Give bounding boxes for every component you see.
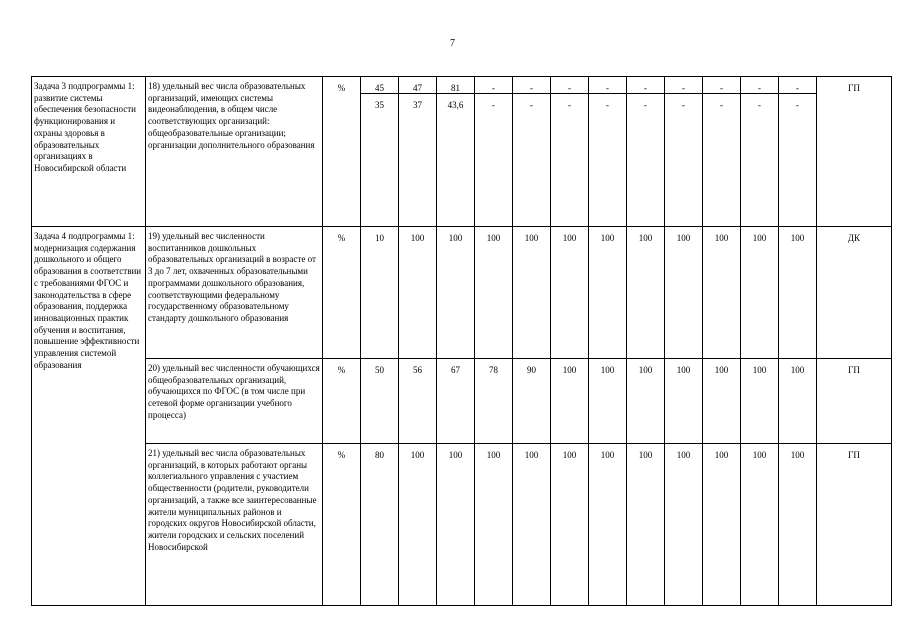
indicator-19: 19) удельный вес численности воспитанников дошкольных образовательных организаций в возрасте от 3 до 7 лет, охваченных образовательными программами дошкольного образования, соответствующими федеральному государственному образовательному стандарту дошкольного образования	[146, 227, 323, 359]
value-bottom: -	[606, 100, 609, 110]
unit-cell: %	[323, 227, 361, 359]
value-bottom: 37	[413, 100, 422, 110]
value-cell: 100	[551, 444, 589, 606]
value-cell	[665, 77, 703, 227]
value-cell: 100	[437, 444, 475, 606]
indicator-21: 21) удельный вес числа образовательных организаций, в которых работают органы коллегиального управления с участием общественности (родители, руководители организаций, а также все заинтересованные жители муниципальных районов и городских округов Новосибирской области, жители городских и сельских поселений Новосибирской	[146, 444, 323, 606]
value-cell: 100	[513, 444, 551, 606]
table-row-21	[32, 444, 892, 606]
value-cell: 67	[437, 359, 475, 444]
value-top: -	[551, 77, 588, 94]
value-cell: 100	[741, 227, 779, 359]
value-bottom: -	[796, 100, 799, 110]
value-cell: 100	[703, 359, 741, 444]
value-cell	[513, 77, 551, 227]
value-bottom: -	[682, 100, 685, 110]
value-cell: 100	[665, 227, 703, 359]
unit-cell: %	[323, 444, 361, 606]
value-bottom: -	[568, 100, 571, 110]
value-cell: 100	[703, 444, 741, 606]
page-number: 7	[450, 38, 455, 49]
indicator-20: 20) удельный вес численности обучающихся общеобразовательных организаций, обучающихся по ФГОС (в том числе при сетевой форме организации учебного процесса)	[146, 359, 323, 444]
value-cell: 100	[741, 359, 779, 444]
value-cell: 100	[779, 227, 817, 359]
value-top: -	[475, 77, 512, 94]
value-bottom: -	[720, 100, 723, 110]
value-bottom: -	[530, 100, 533, 110]
value-cell: 100	[513, 227, 551, 359]
value-cell: 100	[627, 359, 665, 444]
value-cell: 50	[361, 359, 399, 444]
value-bottom: 43,6	[447, 100, 464, 110]
table-row-18	[32, 77, 892, 227]
value-cell: 100	[399, 227, 437, 359]
value-top: -	[627, 77, 664, 94]
task-3-cell: Задача 3 подпрограммы 1: развитие системы обеспечения безопасности функционирования и охраны здоровья в образовательных организациях в Новосибирской области	[32, 77, 146, 227]
value-top: -	[779, 77, 816, 94]
value-cell: 100	[475, 444, 513, 606]
value-cell: 100	[551, 359, 589, 444]
unit-cell: %	[323, 77, 361, 227]
indicator-18: 18) удельный вес числа образовательных организаций, имеющих системы видеонаблюдения, в общем числе соответствующих организаций: общеобразовательные организации; организации дополнительного образования	[146, 77, 323, 227]
value-cell: 100	[589, 227, 627, 359]
value-cell: 80	[361, 444, 399, 606]
value-cell: 100	[399, 444, 437, 606]
value-cell: 100	[551, 227, 589, 359]
value-top: -	[513, 77, 550, 94]
value-cell	[361, 77, 399, 227]
value-cell	[399, 77, 437, 227]
value-cell: 100	[589, 359, 627, 444]
value-top: 47	[399, 77, 436, 94]
value-bottom: -	[644, 100, 647, 110]
responsible-cell: ГП	[817, 77, 892, 227]
value-cell	[551, 77, 589, 227]
value-cell: 100	[475, 227, 513, 359]
value-cell: 100	[437, 227, 475, 359]
value-cell	[627, 77, 665, 227]
value-bottom: -	[758, 100, 761, 110]
value-top: -	[741, 77, 778, 94]
value-cell	[779, 77, 817, 227]
value-cell	[703, 77, 741, 227]
value-cell: 100	[703, 227, 741, 359]
value-cell: 100	[627, 444, 665, 606]
value-top: -	[589, 77, 626, 94]
task-4-cell: Задача 4 подпрограммы 1: модернизация содержания дошкольного и общего образования в соответствии с требованиями ФГОС и законодательства в сфере образования, поддержка инновационных практик обучения и воспитания, повышение эффективности управления системой образования	[32, 227, 146, 606]
value-cell	[437, 77, 475, 227]
value-cell: 100	[665, 444, 703, 606]
value-cell	[741, 77, 779, 227]
unit-cell: %	[323, 359, 361, 444]
value-cell: 100	[779, 444, 817, 606]
responsible-cell: ДК	[817, 227, 892, 359]
value-cell: 10	[361, 227, 399, 359]
value-cell: 100	[627, 227, 665, 359]
table-row-19	[32, 227, 892, 359]
value-top: 45	[361, 77, 398, 94]
value-cell: 100	[665, 359, 703, 444]
value-top: -	[703, 77, 740, 94]
responsible-cell: ГП	[817, 359, 892, 444]
value-top: -	[665, 77, 702, 94]
value-cell: 90	[513, 359, 551, 444]
value-bottom: -	[492, 100, 495, 110]
value-cell: 78	[475, 359, 513, 444]
value-cell: 56	[399, 359, 437, 444]
value-cell	[589, 77, 627, 227]
value-bottom: 35	[375, 100, 384, 110]
value-cell: 100	[741, 444, 779, 606]
indicators-table	[31, 76, 892, 606]
table-row-20	[32, 359, 892, 444]
responsible-cell: ГП	[817, 444, 892, 606]
value-cell	[475, 77, 513, 227]
value-top: 81	[437, 77, 474, 94]
value-cell: 100	[589, 444, 627, 606]
value-cell: 100	[779, 359, 817, 444]
